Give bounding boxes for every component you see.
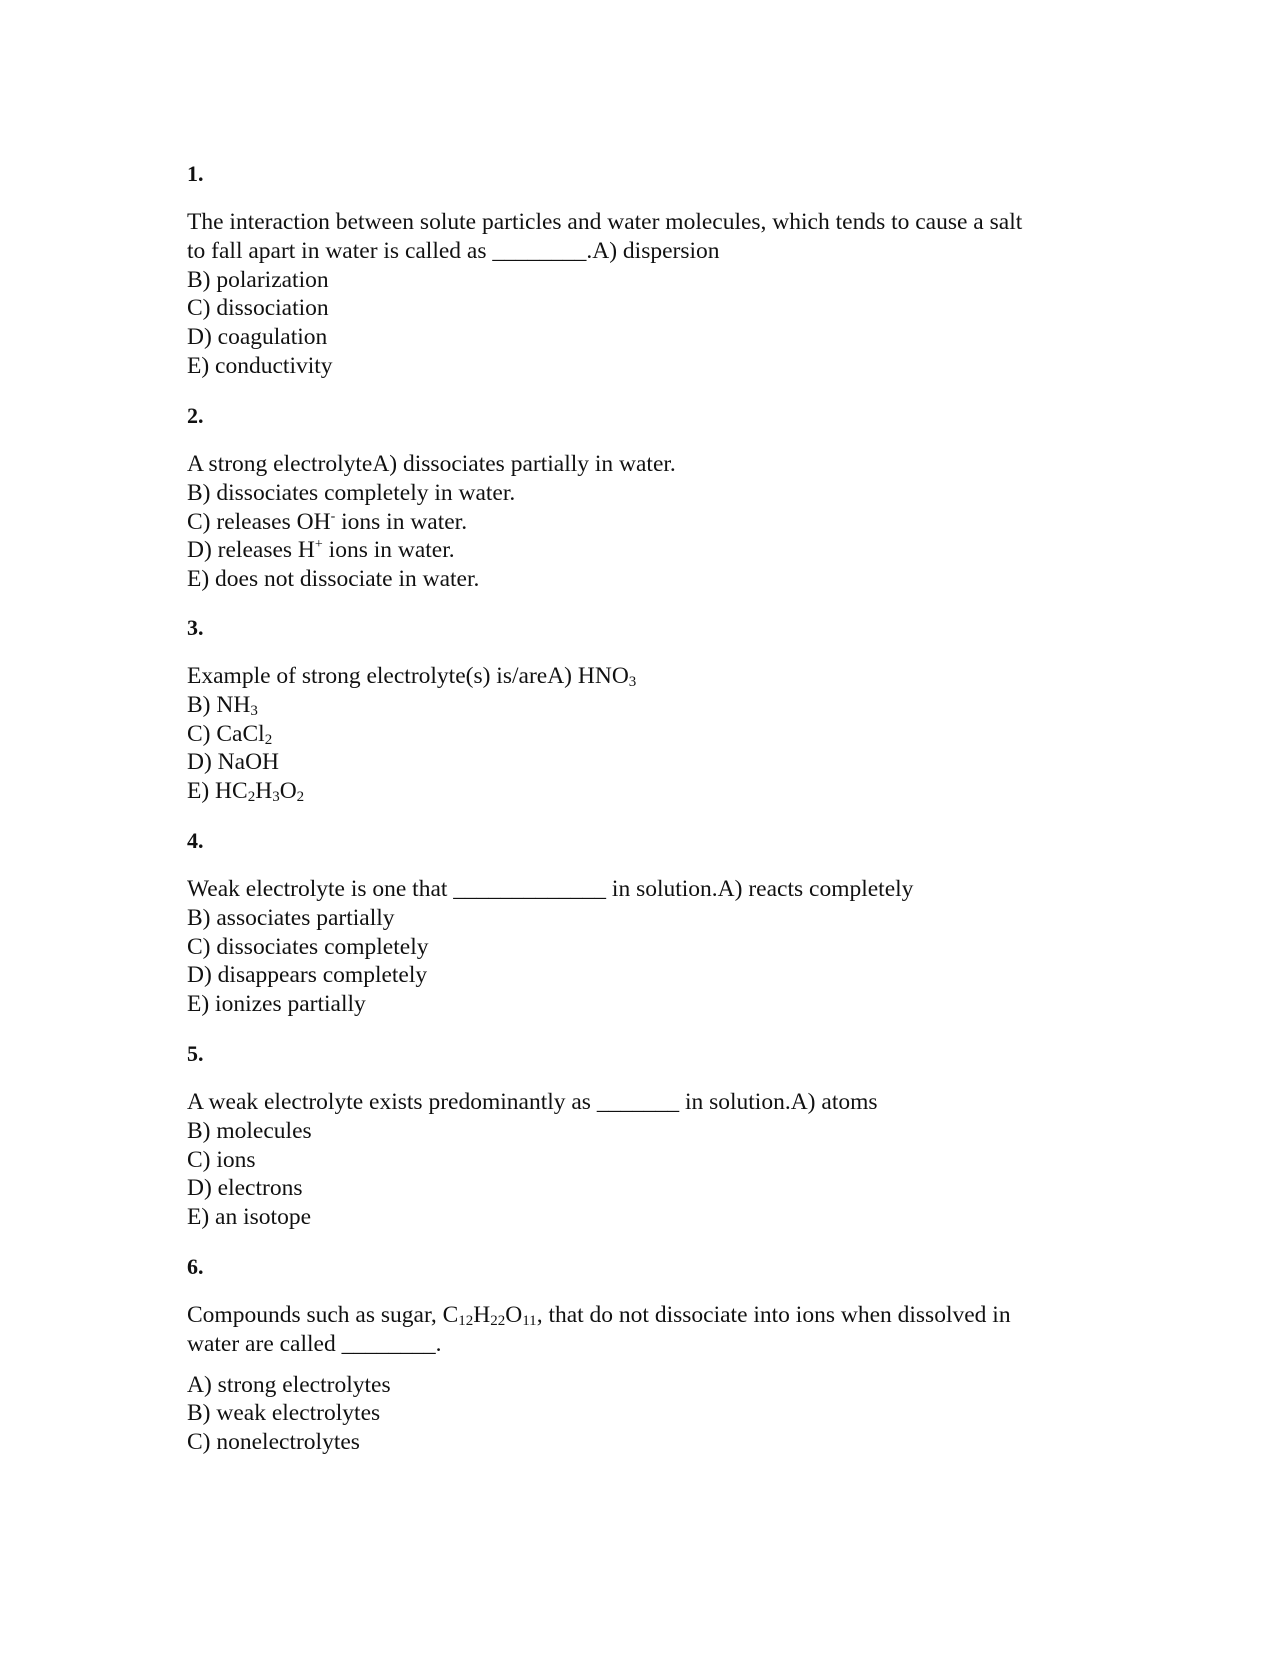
text-run: ions in water. <box>335 508 468 535</box>
text-run: D) NaOH <box>187 749 280 776</box>
question-number: 5. <box>187 1041 204 1066</box>
subscript: 2 <box>247 789 256 806</box>
text-line <box>187 1371 1087 1400</box>
question-text-line <box>187 662 1087 691</box>
text-run: E) an isotope <box>187 1204 311 1231</box>
text-line <box>187 237 1087 266</box>
question-number: 6. <box>187 1254 204 1279</box>
text-run: A weak electrolyte exists predominantly as _______ in solution.A) atoms <box>187 1089 878 1115</box>
question-text-line <box>187 875 1087 904</box>
subscript: 3 <box>272 789 280 806</box>
text-run: C) dissociates completely <box>187 933 429 960</box>
text-run: Compounds such as sugar, C <box>187 1302 459 1328</box>
text-run: B) molecules <box>187 1117 312 1144</box>
question-body <box>187 450 1087 594</box>
text-run: B) weak electrolytes <box>187 1400 381 1427</box>
question-text-line <box>187 450 1087 479</box>
document-page <box>187 0 1087 1656</box>
text-line <box>187 266 1087 295</box>
text-run: C) dissociation <box>187 295 329 322</box>
text-run: E) HC <box>187 778 248 805</box>
text-line <box>187 720 1087 749</box>
text-line <box>187 1174 1087 1203</box>
text-line <box>187 1330 1087 1359</box>
question-3 <box>187 614 1087 806</box>
text-run: O <box>505 1302 523 1328</box>
text-run: , that do not dissociate into ions when dissolved in <box>536 1302 1011 1328</box>
question-number: 1. <box>187 161 204 186</box>
question-text-line <box>187 1301 1087 1330</box>
subscript: 3 <box>250 702 258 719</box>
text-line <box>187 479 1087 508</box>
text-line <box>187 961 1087 990</box>
text-run: D) disappears completely <box>187 962 428 989</box>
text-line <box>187 1146 1087 1175</box>
text-run: D) coagulation <box>187 324 328 351</box>
question-1 <box>187 160 1087 381</box>
question-5 <box>187 1040 1087 1232</box>
subscript: 11 <box>522 1313 537 1329</box>
text-line <box>187 536 1087 565</box>
subscript: 3 <box>628 674 637 690</box>
question-2 <box>187 402 1087 594</box>
question-text-line <box>187 208 1087 237</box>
text-run: C) CaCl <box>187 720 265 747</box>
text-line <box>187 777 1087 806</box>
text-run: water are called ________. <box>187 1330 442 1357</box>
paragraph-gap <box>187 1359 1087 1371</box>
subscript: 22 <box>490 1313 506 1329</box>
text-run: A) strong electrolytes <box>187 1371 391 1398</box>
subscript: 2 <box>296 789 305 806</box>
text-run: B) polarization <box>187 266 329 293</box>
question-text-line <box>187 1088 1087 1117</box>
text-run: B) dissociates completely in water. <box>187 479 516 506</box>
text-line <box>187 990 1087 1019</box>
text-line <box>187 1428 1087 1457</box>
subscript: 2 <box>264 731 273 748</box>
question-4 <box>187 827 1087 1019</box>
text-run: E) conductivity <box>187 352 333 379</box>
text-run: Weak electrolyte is one that _____________ in solution.A) reacts completely <box>187 876 914 902</box>
text-run: E) does not dissociate in water. <box>187 566 480 593</box>
text-line <box>187 294 1087 323</box>
question-number: 3. <box>187 615 204 640</box>
question-number: 2. <box>187 403 204 428</box>
text-run: to fall apart in water is called as ________.A) dispersion <box>187 237 720 264</box>
text-line <box>187 1117 1087 1146</box>
question-body <box>187 1088 1087 1232</box>
text-run: ions in water. <box>322 537 455 564</box>
text-line <box>187 1203 1087 1232</box>
question-number: 4. <box>187 828 204 853</box>
text-line <box>187 352 1087 381</box>
text-line <box>187 565 1087 594</box>
text-line <box>187 323 1087 352</box>
text-line <box>187 904 1087 933</box>
text-line <box>187 691 1087 720</box>
text-line <box>187 933 1087 962</box>
question-6 <box>187 1253 1087 1457</box>
text-run: H <box>473 1302 491 1328</box>
text-run: E) ionizes partially <box>187 991 366 1018</box>
text-run: Example of strong electrolyte(s) is/areA) HNO <box>187 663 629 689</box>
question-body <box>187 1301 1087 1457</box>
text-run: B) associates partially <box>187 904 395 931</box>
text-run: O <box>279 778 297 805</box>
superscript: - <box>330 508 336 524</box>
text-line <box>187 1399 1087 1428</box>
question-body <box>187 662 1087 806</box>
text-run: C) nonelectrolytes <box>187 1429 360 1456</box>
text-line <box>187 748 1087 777</box>
text-run: B) NH <box>187 691 251 718</box>
text-run: H <box>255 778 273 805</box>
text-line <box>187 508 1087 537</box>
text-run: C) releases OH <box>187 508 331 535</box>
text-run: D) releases H <box>187 537 315 564</box>
superscript: + <box>314 537 323 553</box>
text-run: A strong electrolyteA) dissociates partially in water. <box>187 451 676 477</box>
text-run: D) electrons <box>187 1175 303 1202</box>
subscript: 12 <box>458 1313 474 1329</box>
text-run: C) ions <box>187 1146 256 1173</box>
question-body <box>187 208 1087 381</box>
question-body <box>187 875 1087 1019</box>
text-run: The interaction between solute particles and water molecules, which tends to cause a salt <box>187 209 1023 235</box>
